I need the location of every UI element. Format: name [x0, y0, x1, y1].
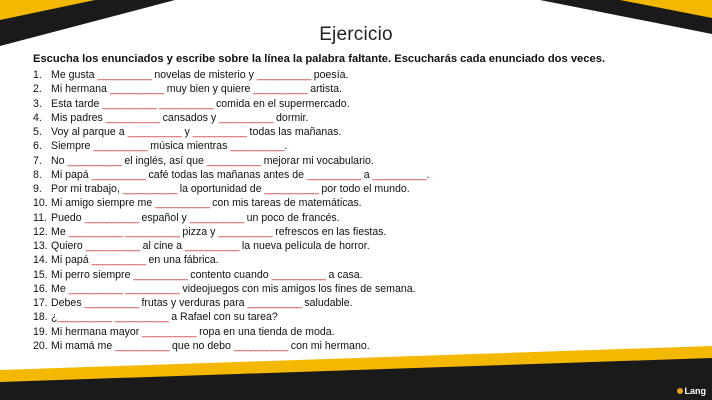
item-number: 4.: [33, 111, 42, 124]
item-number: 15.: [33, 268, 48, 281]
exercise-item: [33, 253, 430, 267]
sentence-fragment: café todas las mañanas antes de: [145, 168, 307, 181]
answer-blank: __________: [142, 325, 197, 338]
exercise-item: [33, 310, 430, 324]
sentence-fragment: a: [360, 168, 373, 181]
item-sentence: [51, 310, 278, 324]
answer-blank: __________: [159, 97, 214, 110]
exercise-list: [33, 68, 430, 353]
sentence-fragment: Mi amigo siempre me: [51, 197, 156, 210]
sentence-fragment: todas las mañanas.: [246, 126, 342, 138]
brand-logo: [677, 386, 707, 396]
answer-blank: __________: [122, 183, 177, 195]
item-sentence: [51, 182, 410, 196]
item-number: 20.: [33, 339, 48, 352]
instructions: Escucha los enunciados y escribe sobre la línea la palabra faltante. Escucharás cada enunciado dos veces.: [33, 53, 606, 65]
item-sentence: [51, 82, 342, 96]
exercise-item: [33, 325, 430, 339]
answer-blank: __________: [68, 225, 123, 238]
answer-blank: __________: [189, 211, 244, 224]
sentence-fragment: que no debo: [169, 339, 234, 352]
sentence-fragment: al cine a: [139, 240, 186, 252]
answer-blank: __________: [219, 111, 274, 124]
exercise-item: [33, 68, 430, 82]
answer-blank: __________: [91, 168, 146, 181]
sentence-fragment: ¿: [51, 311, 58, 324]
sentence-fragment: .: [284, 140, 288, 153]
item-sentence: [51, 125, 341, 139]
answer-blank: __________: [256, 69, 311, 81]
sentence-fragment: en una fábrica.: [145, 254, 219, 267]
exercise-item: [33, 97, 430, 111]
answer-blank: __________: [97, 69, 152, 81]
answer-blank: __________: [102, 97, 157, 110]
answer-blank: __________: [91, 254, 146, 267]
exercise-item: [33, 211, 430, 225]
sentence-fragment: a Rafael con su tarea?: [168, 311, 278, 324]
item-sentence: [51, 268, 363, 282]
answer-blank: __________: [67, 154, 122, 167]
item-number: 12.: [33, 225, 48, 238]
sentence-fragment: artista.: [307, 83, 342, 96]
item-number: 2.: [33, 83, 42, 96]
sentence-fragment: cansados y: [159, 111, 220, 124]
page-title: Ejercicio: [319, 24, 393, 45]
sentence-fragment: contento cuando: [187, 268, 272, 281]
sentence-fragment: dormir.: [273, 111, 309, 124]
answer-blank: __________: [192, 126, 247, 138]
sentence-fragment: comida en el supermercado.: [213, 97, 350, 110]
sentence-fragment: Puedo: [51, 211, 85, 224]
answer-blank: __________: [253, 83, 308, 96]
sentence-fragment: la oportunidad de: [176, 183, 265, 195]
answer-blank: __________: [125, 282, 180, 295]
exercise-item: [33, 111, 430, 125]
sentence-fragment: la nueva película de horror.: [238, 240, 370, 252]
item-sentence: [51, 68, 348, 82]
logo-text: Lang: [684, 386, 706, 396]
exercise-item: [33, 239, 430, 253]
sentence-fragment: poesía.: [310, 69, 349, 81]
answer-blank: __________: [84, 211, 139, 224]
exercise-item: [33, 82, 430, 96]
sentence-fragment: música mientras: [147, 140, 231, 153]
exercise-item: [33, 182, 430, 196]
sentence-fragment: Me: [51, 282, 69, 295]
answer-blank: __________: [271, 268, 326, 281]
item-number: 10.: [33, 197, 48, 210]
item-number: 5.: [33, 126, 42, 138]
item-sentence: [51, 253, 219, 267]
item-number: 19.: [33, 325, 48, 338]
sentence-fragment: novelas de misterio y: [151, 69, 257, 81]
sentence-fragment: con mis tareas de matemáticas.: [209, 197, 362, 210]
sentence-fragment: con mi hermano.: [287, 339, 370, 352]
exercise-item: [33, 168, 430, 182]
sentence-fragment: un poco de francés.: [243, 211, 340, 224]
item-number: 6.: [33, 140, 42, 153]
sentence-fragment: Me: [51, 225, 69, 238]
item-sentence: [51, 97, 350, 111]
sentence-fragment: mejorar mi vocabulario.: [260, 154, 374, 167]
answer-blank: __________: [109, 83, 164, 96]
item-number: 7.: [33, 154, 42, 167]
sentence-fragment: saludable.: [301, 297, 353, 309]
answer-blank: __________: [233, 339, 288, 352]
exercise-item: [33, 139, 430, 153]
item-number: 14.: [33, 254, 48, 267]
sentence-fragment: Esta tarde: [51, 97, 103, 110]
item-sentence: [51, 211, 340, 225]
sentence-fragment: .: [426, 168, 430, 181]
item-sentence: [51, 282, 416, 296]
sentence-fragment: el inglés, así que: [121, 154, 207, 167]
answer-blank: __________: [114, 311, 169, 324]
item-sentence: [51, 168, 430, 182]
answer-blank: __________: [218, 225, 273, 238]
sentence-fragment: refrescos en las fiestas.: [272, 225, 387, 238]
sentence-fragment: Me gusta: [51, 69, 98, 81]
sentence-fragment: Mi mamá me: [51, 339, 116, 352]
exercise-item: [33, 125, 430, 139]
item-sentence: [51, 339, 370, 353]
exercise-item: [33, 296, 430, 310]
sentence-fragment: videojuegos con mis amigos los fines de semana.: [179, 282, 416, 295]
answer-blank: __________: [84, 297, 139, 309]
item-sentence: [51, 296, 353, 310]
sentence-fragment: a casa.: [325, 268, 363, 281]
sentence-fragment: Mi hermana mayor: [51, 325, 143, 338]
answer-blank: __________: [125, 225, 180, 238]
item-number: 8.: [33, 168, 42, 181]
answer-blank: __________: [264, 183, 319, 195]
answer-blank: __________: [127, 126, 182, 138]
sentence-fragment: No: [51, 154, 68, 167]
logo-mark-icon: [677, 388, 683, 394]
sentence-fragment: muy bien y quiere: [163, 83, 254, 96]
sentence-fragment: español y: [138, 211, 190, 224]
sentence-fragment: Mi hermana: [51, 83, 110, 96]
exercise-item: [33, 196, 430, 210]
sentence-fragment: pizza y: [179, 225, 219, 238]
answer-blank: __________: [185, 240, 239, 252]
sentence-fragment: por todo el mundo.: [318, 183, 410, 195]
answer-blank: __________: [85, 240, 140, 252]
item-number: 13.: [33, 240, 48, 252]
sentence-fragment: Mi perro siempre: [51, 268, 134, 281]
answer-blank: __________: [155, 197, 210, 210]
sentence-fragment: Quiero: [51, 240, 86, 252]
sentence-fragment: Voy al parque a: [51, 126, 128, 138]
item-sentence: [51, 239, 370, 253]
item-number: 3.: [33, 97, 42, 110]
sentence-fragment: Por mi trabajo,: [51, 183, 123, 195]
item-sentence: [51, 111, 308, 125]
answer-blank: __________: [133, 268, 188, 281]
answer-blank: __________: [115, 339, 170, 352]
sentence-fragment: Mis padres: [51, 111, 106, 124]
sentence-fragment: Siempre: [51, 140, 94, 153]
item-number: 16.: [33, 282, 48, 295]
sentence-fragment: ropa en una tienda de moda.: [196, 325, 335, 338]
item-number: 9.: [33, 183, 42, 195]
item-sentence: [51, 196, 362, 210]
answer-blank: __________: [372, 168, 427, 181]
item-number: 18.: [33, 311, 48, 324]
exercise-item: [33, 268, 430, 282]
sentence-fragment: Mi papá: [51, 168, 92, 181]
sentence-fragment: Debes: [51, 297, 85, 309]
item-number: 1.: [33, 69, 42, 81]
item-number: 11.: [33, 211, 47, 224]
item-sentence: [51, 325, 335, 339]
answer-blank: __________: [93, 140, 148, 153]
answer-blank: __________: [68, 282, 123, 295]
sentence-fragment: frutas y verduras para: [138, 297, 248, 309]
answer-blank: __________: [57, 311, 112, 324]
answer-blank: __________: [105, 111, 160, 124]
sentence-fragment: Mi papá: [51, 254, 92, 267]
item-sentence: [51, 139, 287, 153]
exercise-item: [33, 225, 430, 239]
exercise-item: [33, 339, 430, 353]
answer-blank: __________: [306, 168, 361, 181]
exercise-item: [33, 154, 430, 168]
sentence-fragment: y: [181, 126, 193, 138]
item-number: 17.: [33, 297, 48, 309]
answer-blank: __________: [230, 140, 285, 153]
item-sentence: [51, 225, 386, 239]
answer-blank: __________: [206, 154, 261, 167]
exercise-item: [33, 282, 430, 296]
item-sentence: [51, 154, 374, 168]
answer-blank: __________: [247, 297, 302, 309]
